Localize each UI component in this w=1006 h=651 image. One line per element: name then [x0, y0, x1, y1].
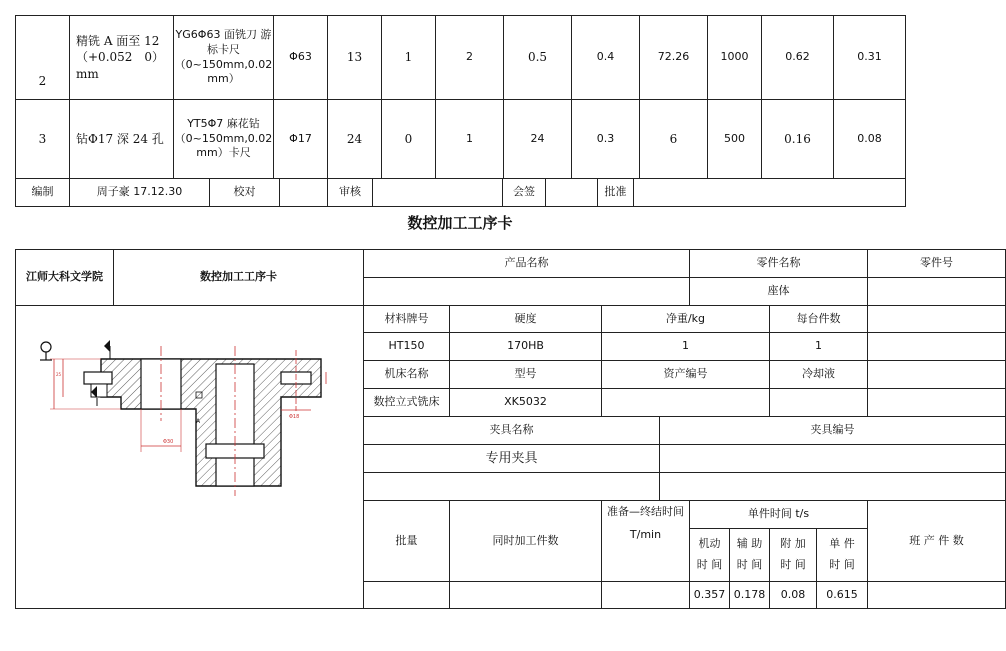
aux-time-label: 辅 助 时 间 — [730, 529, 770, 582]
product-name-label: 产品名称 — [364, 250, 690, 278]
svg-text:Φ18: Φ18 — [289, 414, 300, 420]
machine-time-value: 0.357 — [690, 582, 730, 609]
step-tool: YG6Φ63 面铣刀 游标卡尺（0~150mm,0.02 mm） — [174, 16, 274, 100]
batch-value — [364, 582, 450, 609]
prep-unit: T/min — [629, 527, 662, 541]
fixture-no-value — [660, 445, 1006, 473]
cell-value: 2 — [436, 16, 504, 100]
coolant-label: 冷却液 — [770, 361, 868, 389]
extra-time-value: 0.08 — [770, 582, 817, 609]
aux-time-value: 0.178 — [730, 582, 770, 609]
net-weight-label: 净重/kg — [602, 306, 770, 333]
step-number: 2 — [16, 16, 70, 100]
coolant-value — [770, 389, 868, 417]
single-time-value: 0.615 — [817, 582, 868, 609]
review-label: 审核 — [328, 179, 373, 207]
card-name: 数控加工工序卡 — [114, 250, 364, 306]
fixture-name-label: 夹具名称 — [364, 417, 660, 445]
page-title: 数控加工工序卡 — [407, 214, 513, 232]
step-number: 3 — [16, 100, 70, 179]
simul-label: 同时加工件数 — [450, 501, 602, 582]
svg-text:25: 25 — [56, 372, 62, 377]
signature-row — [15, 178, 906, 207]
coolant-blank — [868, 361, 1006, 389]
cosign-label: 会签 — [503, 179, 546, 207]
product-name-value — [364, 278, 690, 306]
asset-no-label: 资产编号 — [602, 361, 770, 389]
asset-no-value — [602, 389, 770, 417]
cell-value: 0 — [382, 100, 436, 179]
cosign-value — [546, 179, 598, 207]
fixture-name-value: 专用夹具 — [364, 445, 660, 473]
part-name-label: 零件名称 — [690, 250, 868, 278]
check-value — [280, 179, 328, 207]
machine-time-label: 机动时 间 — [690, 529, 730, 582]
per-unit-label: 每台件数 — [770, 306, 868, 333]
model-value: XK5032 — [450, 389, 602, 417]
cell-value: 1 — [382, 16, 436, 100]
process-card — [15, 249, 1006, 609]
cell-value: 0.3 — [572, 100, 640, 179]
tool-diameter: Φ17 — [274, 100, 328, 179]
svg-text:A: A — [196, 418, 201, 425]
step-tool: YT5Φ7 麻花钻（0~150mm,0.02 mm）卡尺 — [174, 100, 274, 179]
per-unit-blank — [868, 306, 1006, 333]
prep-label: 准备—终结时间 — [607, 505, 684, 518]
shift-label: 班 产 件 数 — [868, 501, 1006, 582]
cell-value: 0.5 — [504, 16, 572, 100]
step-content: 精铣 A 面至 12（+0.052 0）mm — [70, 16, 174, 100]
compile-value: 周子豪 17.12.30 — [70, 179, 210, 207]
tool-diameter: Φ63 — [274, 16, 328, 100]
per-unit-value: 1 — [770, 333, 868, 361]
blank-right — [660, 473, 1006, 501]
prep-value — [602, 582, 690, 609]
process-table — [15, 15, 906, 179]
part-name-value: 座体 — [690, 278, 868, 306]
blank-left — [364, 473, 660, 501]
table-row — [16, 16, 906, 100]
material-value: HT150 — [364, 333, 450, 361]
svg-text:Φ30: Φ30 — [163, 439, 174, 445]
check-label: 校对 — [210, 179, 280, 207]
material-label: 材料牌号 — [364, 306, 450, 333]
shift-value — [868, 582, 1006, 609]
hardness-value: 170HB — [450, 333, 602, 361]
coolant-value-blank — [868, 389, 1006, 417]
part-no-label: 零件号 — [868, 250, 1006, 278]
cell-value: 0.16 — [762, 100, 834, 179]
extra-time-label: 附 加 时 间 — [770, 529, 817, 582]
cell-value: 1000 — [708, 16, 762, 100]
part-no-value — [868, 278, 1006, 306]
review-value — [373, 179, 503, 207]
cell-value: 24 — [328, 100, 382, 179]
cell-value: 0.31 — [834, 16, 906, 100]
cell-value: 1 — [436, 100, 504, 179]
cell-value: 0.08 — [834, 100, 906, 179]
simul-value — [450, 582, 602, 609]
net-weight-value: 1 — [602, 333, 770, 361]
step-content: 钻Φ17 深 24 孔 — [70, 100, 174, 179]
cell-value: 6 — [640, 100, 708, 179]
prep-time — [602, 501, 690, 582]
cell-value: 13 — [328, 16, 382, 100]
model-label: 型号 — [450, 361, 602, 389]
part-drawing-svg — [16, 306, 363, 608]
cell-value: 72.26 — [640, 16, 708, 100]
approve-value — [634, 179, 906, 207]
fixture-no-label: 夹具编号 — [660, 417, 1006, 445]
machine-name-value: 数控立式铣床 — [364, 389, 450, 417]
compile-label: 编制 — [16, 179, 70, 207]
cell-value: 0.62 — [762, 16, 834, 100]
hardness-label: 硬度 — [450, 306, 602, 333]
approve-label: 批准 — [598, 179, 634, 207]
machine-name-label: 机床名称 — [364, 361, 450, 389]
part-drawing — [16, 306, 364, 609]
batch-label: 批量 — [364, 501, 450, 582]
cell-value: 500 — [708, 100, 762, 179]
table-row — [16, 100, 906, 179]
cell-value: 0.4 — [572, 16, 640, 100]
single-time-label: 单 件 时 间 — [817, 529, 868, 582]
unit-time-label: 单件时间 t/s — [690, 501, 868, 529]
per-unit-value-blank — [868, 333, 1006, 361]
school-name: 江师大科文学院 — [16, 250, 114, 306]
cell-value: 24 — [504, 100, 572, 179]
